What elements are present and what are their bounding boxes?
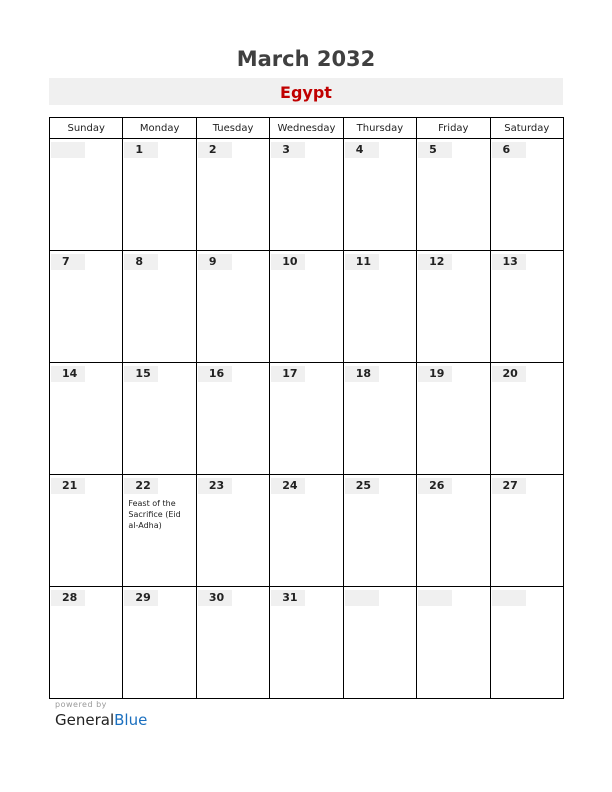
powered-by-text: powered by: [55, 700, 107, 709]
day-number: [492, 590, 526, 606]
day-number: 10: [271, 254, 305, 270]
day-cell: [50, 587, 123, 699]
week-row: [50, 139, 564, 251]
day-number: 16: [198, 366, 232, 382]
day-cell: [196, 251, 269, 363]
day-number: 31: [271, 590, 305, 606]
day-cell: [50, 475, 123, 587]
day-cell: [417, 363, 490, 475]
day-cell: [123, 139, 196, 251]
day-number: 27: [492, 478, 526, 494]
day-number: 29: [124, 590, 158, 606]
day-cell: [123, 251, 196, 363]
day-cell: [123, 475, 196, 587]
day-cell: [417, 251, 490, 363]
day-number: 2: [198, 142, 232, 158]
day-cell: [490, 363, 563, 475]
day-number: 30: [198, 590, 232, 606]
day-cell: [343, 587, 416, 699]
calendar-grid: [49, 117, 564, 699]
day-number: 3: [271, 142, 305, 158]
day-number: 9: [198, 254, 232, 270]
day-number: 4: [345, 142, 379, 158]
footer: [55, 700, 147, 729]
day-number: 11: [345, 254, 379, 270]
day-cell: [270, 139, 343, 251]
day-number: 17: [271, 366, 305, 382]
day-number: 18: [345, 366, 379, 382]
day-cell: [50, 363, 123, 475]
weekday-header: Sunday: [50, 118, 123, 139]
day-cell: [417, 587, 490, 699]
day-cell: [343, 139, 416, 251]
day-cell: [196, 475, 269, 587]
day-cell: [270, 475, 343, 587]
week-row: [50, 251, 564, 363]
day-number: 23: [198, 478, 232, 494]
day-cell: [196, 587, 269, 699]
day-number: 6: [492, 142, 526, 158]
day-number: [51, 142, 85, 158]
day-cell: [196, 139, 269, 251]
day-cell: [50, 139, 123, 251]
day-cell: [196, 363, 269, 475]
day-cell: [270, 587, 343, 699]
day-number: 21: [51, 478, 85, 494]
day-cell: [490, 139, 563, 251]
day-number: 26: [418, 478, 452, 494]
weekday-header: Monday: [123, 118, 196, 139]
day-cell: [417, 139, 490, 251]
day-cell: [343, 475, 416, 587]
day-cell: [270, 251, 343, 363]
day-number: 24: [271, 478, 305, 494]
day-number: 1: [124, 142, 158, 158]
day-cell: [490, 475, 563, 587]
day-number: 5: [418, 142, 452, 158]
day-cell: [417, 475, 490, 587]
day-cell: [50, 251, 123, 363]
brand-blue: Blue: [114, 711, 148, 729]
day-number: 25: [345, 478, 379, 494]
week-row: [50, 363, 564, 475]
weekday-header: Saturday: [490, 118, 563, 139]
day-number: 14: [51, 366, 85, 382]
weekday-header-row: [50, 118, 564, 139]
calendar-title: March 2032: [236, 47, 376, 71]
weekday-header: Tuesday: [196, 118, 269, 139]
day-number: 22: [124, 478, 158, 494]
country-banner: [49, 78, 563, 105]
day-number: 28: [51, 590, 85, 606]
day-number: 20: [492, 366, 526, 382]
day-number: [418, 590, 452, 606]
day-cell: [123, 363, 196, 475]
day-number: 15: [124, 366, 158, 382]
day-cell: [123, 587, 196, 699]
country-name: Egypt: [280, 83, 332, 102]
day-number: 8: [124, 254, 158, 270]
day-number: [345, 590, 379, 606]
weekday-header: Wednesday: [270, 118, 343, 139]
day-number: 19: [418, 366, 452, 382]
day-cell: [343, 251, 416, 363]
day-number: 13: [492, 254, 526, 270]
weekday-header: Friday: [417, 118, 490, 139]
day-cell: [270, 363, 343, 475]
day-number: 12: [418, 254, 452, 270]
weekday-header: Thursday: [343, 118, 416, 139]
day-cell: [490, 251, 563, 363]
day-number: 7: [51, 254, 85, 270]
day-cell: [490, 587, 563, 699]
week-row: [50, 475, 564, 587]
brand-general: General: [55, 711, 115, 729]
generalblue-logo[interactable]: [55, 711, 147, 729]
holiday-event: Feast of the Sacrifice (Eid al-Adha): [128, 499, 181, 530]
week-row: [50, 587, 564, 699]
day-cell: [343, 363, 416, 475]
